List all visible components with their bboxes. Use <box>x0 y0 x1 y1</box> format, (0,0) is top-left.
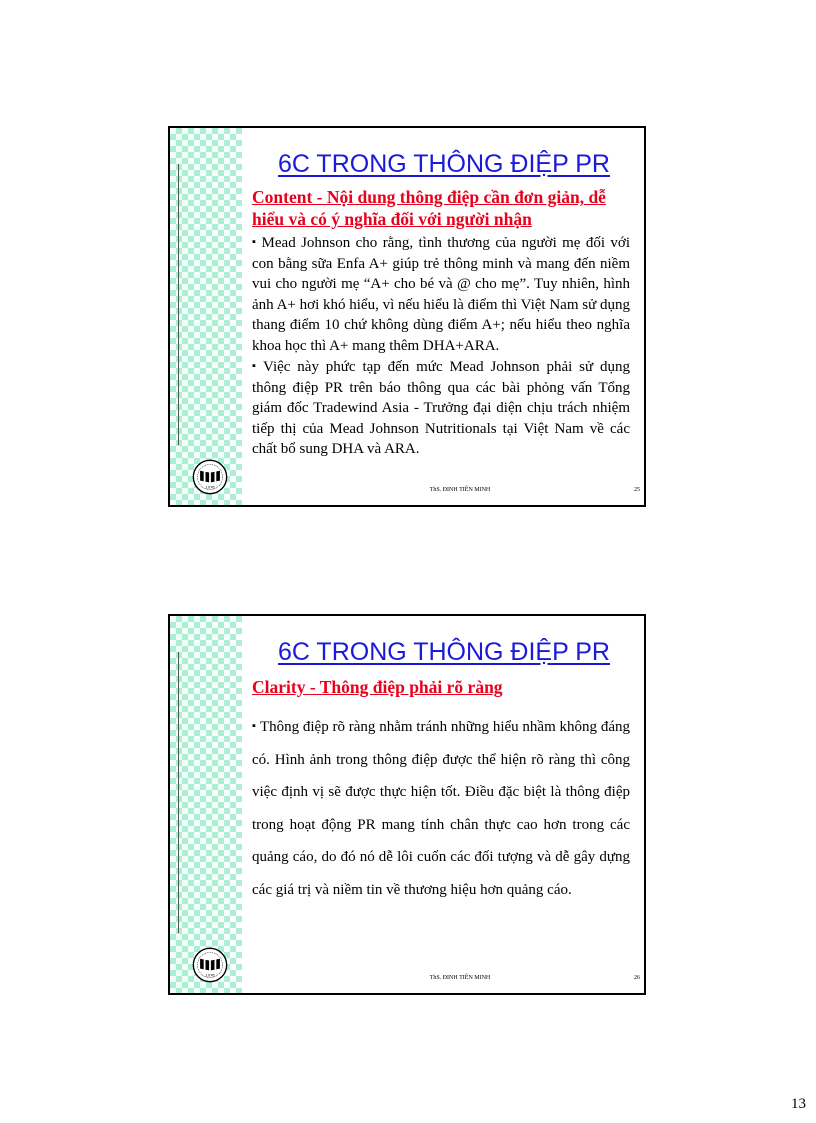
slide-25 <box>168 126 646 507</box>
seal-year: 1976 <box>205 485 215 490</box>
author-name: ThS. ĐINH TIÊN MINH <box>429 487 491 493</box>
slide-heading: Content - Nội dung thông điệp cần đơn giản, dễ hiểu và có ý nghĩa đối với người nhận <box>252 187 606 229</box>
slide-26 <box>168 614 646 995</box>
bullet-paragraph <box>252 710 630 906</box>
seal-year: 1976 <box>205 973 215 978</box>
bullet-text: Việc này phức tạp đến mức Mead Johnson phải sử dụng thông điệp PR trên báo thông qua các bài phỏng vấn Tổng giám đốc Tradewind Asia - Trưởng đại diện chịu trách nhiệm tiếp thị của Mead Johnson Nutritionals tại Việt Nam về các chất bổ sung DHA và ARA. <box>252 359 630 457</box>
bullet-paragraph <box>252 232 630 356</box>
slide-sidebar-pattern <box>170 616 242 993</box>
slide-body <box>252 710 630 906</box>
slide-title: 6C TRONG THÔNG ĐIỆP PR <box>277 638 610 666</box>
slide-heading: Clarity - Thông điệp phải rõ ràng <box>252 677 503 697</box>
slide-footer <box>170 975 644 985</box>
author-name: ThS. ĐINH TIÊN MINH <box>429 975 491 981</box>
square-bullet-icon: ▪ <box>252 360 260 372</box>
bullet-text: Mead Johnson cho rằng, tình thương của người mẹ đối với con bằng sữa Enfa A+ giúp trẻ thông minh và mang đến niềm vui cho người mẹ “A+ cho bé và @ cho mẹ”. Tuy nhiên, hình ảnh A+ hơi khó hiểu, vì nếu hiểu là điểm thì Việt Nam sử dụng thang điểm 10 chứ không dùng điểm A+; nếu hiểu theo nghĩa khoa học thì A+ mang thêm DHA+ARA. <box>252 235 631 354</box>
slide-number: 25 <box>634 487 640 493</box>
bullet-paragraph <box>252 356 630 460</box>
slide-footer <box>170 487 644 497</box>
sidebar-rule <box>178 652 179 933</box>
slide-title: 6C TRONG THÔNG ĐIỆP PR <box>277 150 610 178</box>
page-number: 13 <box>791 1096 806 1112</box>
square-bullet-icon: ▪ <box>252 236 258 248</box>
bullet-text: Thông điệp rõ ràng nhằm tránh những hiểu nhầm không đáng có. Hình ảnh trong thông điệp được thể hiện rõ ràng thì công việc định vị sẽ được thực hiện tốt. Điều đặc biệt là thông điệp trong hoạt động PR mang tính chân thực cao hơn trong các quảng cáo, do đó nó dễ lôi cuốn các đối tượng và dễ gây dựng các giá trị và niềm tin về thương hiệu hơn quảng cáo. <box>252 719 630 898</box>
slide-body <box>252 232 630 460</box>
slide-number: 26 <box>634 975 640 981</box>
sidebar-rule <box>178 164 179 445</box>
slide-sidebar-pattern <box>170 128 242 505</box>
square-bullet-icon: ▪ <box>252 720 256 732</box>
